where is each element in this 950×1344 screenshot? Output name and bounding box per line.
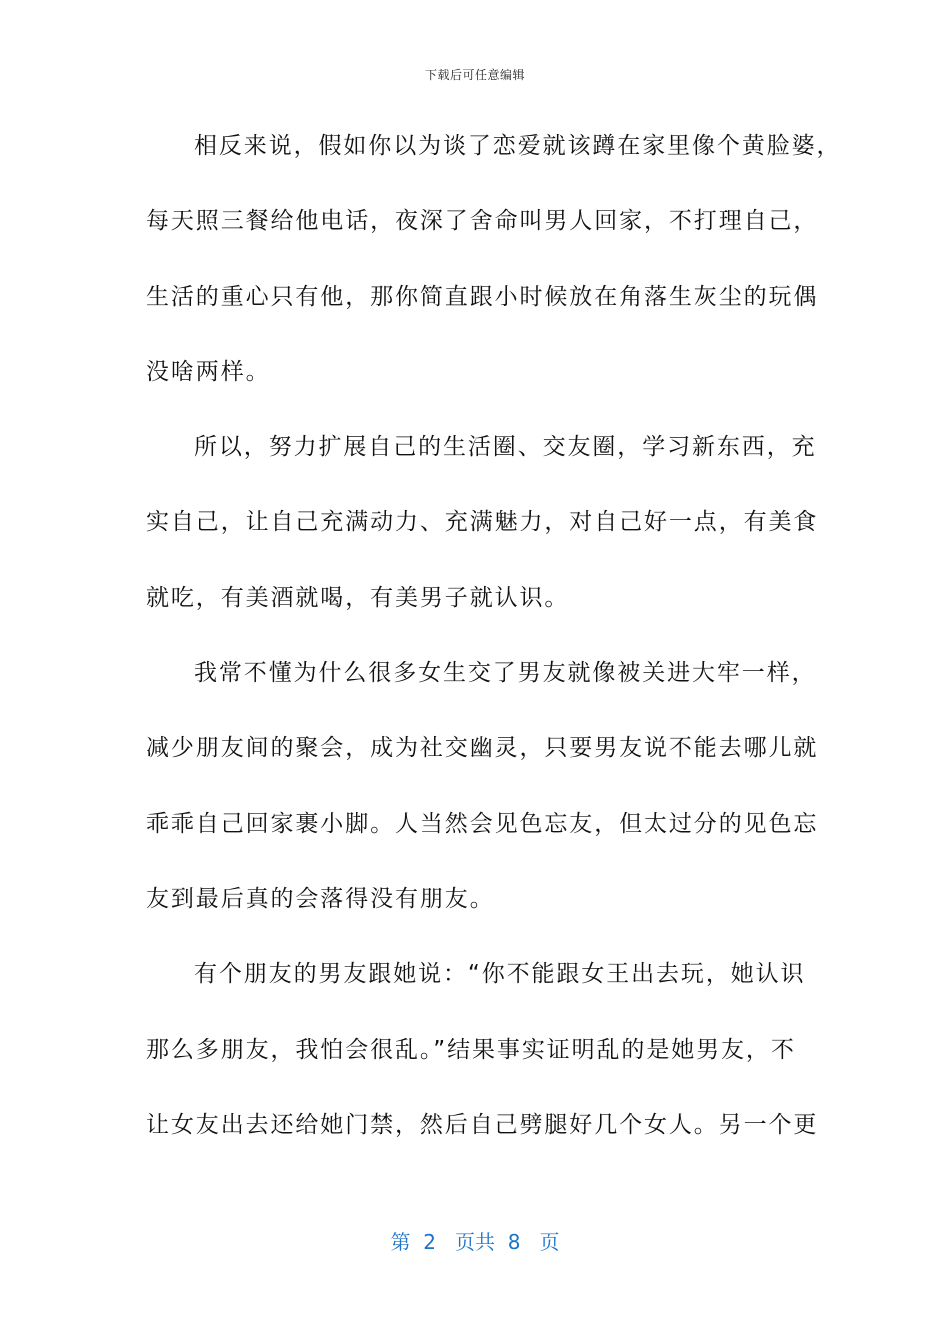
text-line: 有个朋友的男友跟她说：“你不能跟女王出去玩，她认识 bbox=[194, 961, 806, 988]
text-line: 实自己，让自己充满动力、充满魅力，对自己好一点，有美食 bbox=[146, 509, 819, 536]
page-footer: 第 2 页共 8 页 bbox=[390, 1230, 560, 1254]
page-header: 下载后可任意编辑 bbox=[424, 68, 525, 82]
text-line: 友到最后真的会落得没有朋友。 bbox=[146, 885, 495, 912]
text-line: 所以，努力扩展自己的生活圈、交友圈，学习新东西，充 bbox=[194, 434, 817, 461]
text-line: 没啥两样。 bbox=[146, 358, 271, 385]
text-line: 那么多朋友，我怕会很乱。”结果事实证明乱的是她男友，不 bbox=[146, 1036, 796, 1063]
paragraph bbox=[146, 421, 819, 647]
text-line: 让女友出去还给她门禁，然后自己劈腿好几个女人。另一个更 bbox=[146, 1111, 819, 1138]
text-line: 我常不懂为什么很多女生交了男友就像被关进大牢一样， bbox=[194, 660, 817, 687]
text-line: 相反来说，假如你以为谈了恋爱就该蹲在家里像个黄脸婆， bbox=[194, 133, 842, 159]
paragraph bbox=[146, 647, 819, 948]
text-line: 减少朋友间的聚会，成为社交幽灵，只要男友说不能去哪儿就 bbox=[146, 735, 819, 762]
paragraph bbox=[146, 948, 819, 1174]
document-body bbox=[146, 120, 842, 1174]
text-line: 每天照三餐给他电话，夜深了舍命叫男人回家，不打理自己， bbox=[146, 208, 819, 235]
text-line: 生活的重心只有他，那你简直跟小时候放在角落生灰尘的玩偶 bbox=[146, 283, 819, 310]
text-line: 乖乖自己回家裹小脚。人当然会见色忘友，但太过分的见色忘 bbox=[146, 810, 819, 837]
paragraph bbox=[146, 120, 842, 421]
text-line: 就吃，有美酒就喝，有美男子就认识。 bbox=[146, 584, 570, 611]
